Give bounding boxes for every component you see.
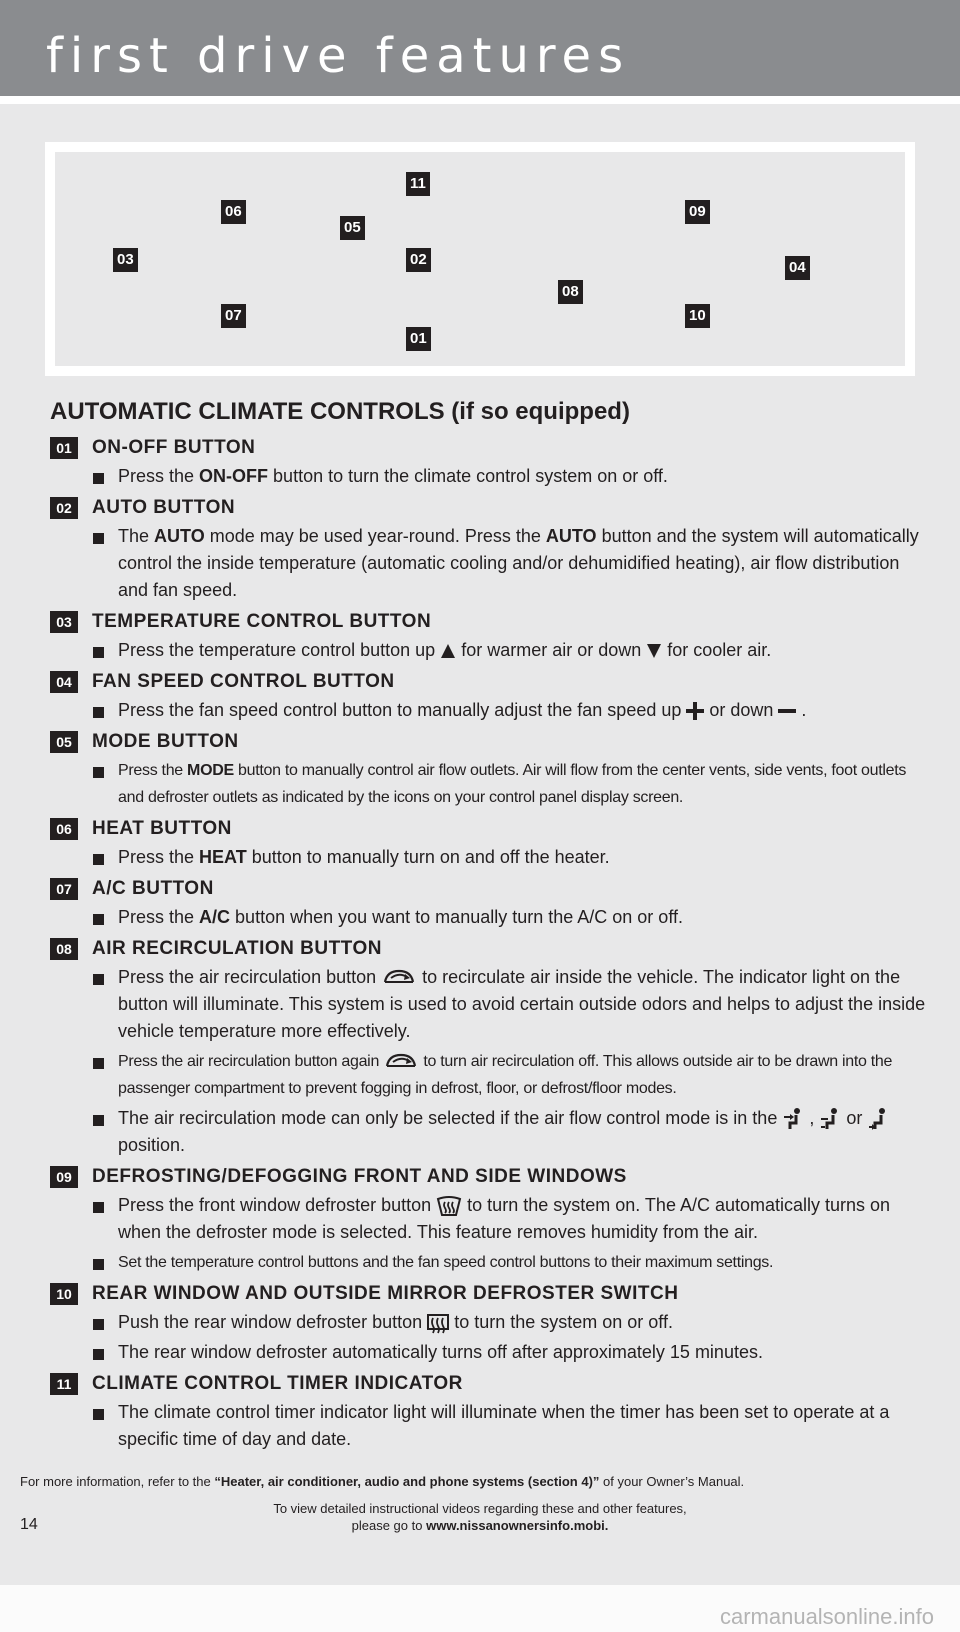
item-02 [50, 496, 930, 604]
item-title: AUTO BUTTON [92, 497, 236, 518]
bullet-square-icon [93, 707, 104, 718]
item-title: A/C BUTTON [92, 878, 214, 899]
bullet: The climate control timer indicator light will illuminate when the timer has been set to operate at a specific time of day and date. [50, 1399, 930, 1453]
callout-06: 06 [221, 200, 246, 224]
rear-defroster-icon [427, 1312, 449, 1334]
bullet: Press the front window defroster button to turn the system on. The A/C automatically turns on when the defroster mode is selected. This feature removes humidity from the air. [50, 1192, 930, 1246]
item-number: 04 [50, 671, 78, 693]
item-07 [50, 877, 930, 931]
item-number: 10 [50, 1283, 78, 1305]
bullet-square-icon [93, 533, 104, 544]
climate-controls-section [50, 398, 930, 1453]
bullet-square-icon [93, 1202, 104, 1213]
bullet-square-icon [93, 767, 104, 778]
item-number: 06 [50, 818, 78, 840]
item-number: 03 [50, 611, 78, 633]
bullet-square-icon [93, 1349, 104, 1360]
bullet: Press the ON-OFF button to turn the climate control system on or off. [50, 463, 930, 490]
recirculation-icon [381, 968, 417, 988]
callout-03: 03 [113, 248, 138, 272]
item-10 [50, 1282, 930, 1366]
item-11 [50, 1372, 930, 1453]
section-title: AUTOMATIC CLIMATE CONTROLS (if so equipped) [50, 398, 630, 425]
climate-control-diagram [45, 142, 915, 376]
item-09 [50, 1165, 930, 1276]
bullet-square-icon [93, 914, 104, 925]
item-number: 02 [50, 497, 78, 519]
bullet-square-icon [93, 974, 104, 985]
item-06 [50, 817, 930, 871]
bullet: Push the rear window defroster button to turn the system on or off. [50, 1309, 930, 1336]
bullet: The rear window defroster automatically turns off after approximately 15 minutes. [50, 1339, 930, 1366]
bullet-square-icon [93, 854, 104, 865]
callout-07: 07 [221, 304, 246, 328]
bullet: Press the air recirculation button again to turn air recirculation off. This allows outside air to be drawn into the passenger compartment to prevent fogging in defrost, floor, or defrost/floor modes. [50, 1048, 930, 1102]
callout-11: 11 [406, 172, 430, 196]
item-title: HEAT BUTTON [92, 818, 232, 839]
item-number: 05 [50, 731, 78, 753]
callout-01: 01 [406, 327, 431, 351]
bullet-square-icon [93, 647, 104, 658]
bullet-square-icon [93, 1259, 104, 1270]
bullet: Press the air recirculation button to recirculate air inside the vehicle. The indicator light on the button will illuminate. This system is used to avoid certain outside odors and helps to adjust the inside vehicle temperature more effectively. [50, 964, 930, 1045]
item-number: 07 [50, 878, 78, 900]
callout-05: 05 [340, 216, 365, 240]
plus-icon [686, 702, 704, 720]
footer-note [0, 1500, 960, 1534]
footer-line-1: To view detailed instructional videos regarding these and other features, [273, 1501, 687, 1516]
manual-reference: For more information, refer to the “Heater, air conditioner, audio and phone systems (section 4)” of your Owner’s Manual. [20, 1474, 745, 1489]
page-number: 14 [20, 1516, 38, 1533]
bullet: Press the MODE button to manually control air flow outlets. Air will flow from the center vents, side vents, foot outlets and defroster outlets as indicated by the icons on your control panel display screen. [50, 757, 930, 811]
front-defroster-icon [436, 1195, 462, 1217]
bullet-square-icon [93, 473, 104, 484]
bullet-square-icon [93, 1058, 104, 1069]
item-number: 08 [50, 938, 78, 960]
item-08 [50, 937, 930, 1159]
item-title: MODE BUTTON [92, 731, 239, 752]
footer-url-link[interactable]: www.nissanownersinfo.mobi. [426, 1518, 609, 1533]
triangle-down-icon [646, 643, 662, 659]
bullet: Press the fan speed control button to manually adjust the fan speed up or down . [50, 697, 930, 724]
recirculation-icon [383, 1052, 419, 1072]
watermark: carmanualsonline.info [719, 1604, 934, 1629]
footer-line-2: please go to www.nissanownersinfo.mobi. [351, 1518, 609, 1533]
item-title: FAN SPEED CONTROL BUTTON [92, 671, 395, 692]
item-title: TEMPERATURE CONTROL BUTTON [92, 611, 432, 632]
item-title: DEFROSTING/DEFOGGING FRONT AND SIDE WINDOWS [92, 1166, 627, 1187]
callout-04: 04 [785, 256, 810, 280]
item-number: 01 [50, 437, 78, 459]
triangle-up-icon [440, 643, 456, 659]
item-01 [50, 436, 930, 490]
bullet: The AUTO mode may be used year-round. Press the AUTO button and the system will automatically control the inside temperature (automatic cooling and/or dehumidified heating), air flow distribution and fan speed. [50, 523, 930, 604]
bullet: Press the HEAT button to manually turn on and off the heater. [50, 844, 930, 871]
bullet: Press the temperature control button up for warmer air or down for cooler air. [50, 637, 930, 664]
bullet: Press the A/C button when you want to manually turn the A/C on or off. [50, 904, 930, 931]
diagram-panel [55, 152, 905, 366]
item-title: AIR RECIRCULATION BUTTON [92, 938, 382, 959]
item-number: 11 [50, 1373, 78, 1395]
bullet-square-icon [93, 1115, 104, 1126]
page-header [0, 0, 960, 96]
bullet: The air recirculation mode can only be selected if the air flow control mode is in the , or position. [50, 1105, 930, 1159]
bullet: Set the temperature control buttons and the fan speed control buttons to their maximum settings. [50, 1249, 930, 1276]
item-05 [50, 730, 930, 811]
callout-02: 02 [406, 248, 431, 272]
item-title: REAR WINDOW AND OUTSIDE MIRROR DEFROSTER SWITCH [92, 1283, 679, 1304]
page-title: first drive features [46, 28, 631, 84]
airflow-mode-icon [782, 1107, 804, 1131]
item-title: CLIMATE CONTROL TIMER INDICATOR [92, 1373, 463, 1394]
bullet-square-icon [93, 1319, 104, 1330]
header-rule [0, 96, 960, 104]
callout-08: 08 [558, 280, 583, 304]
airflow-mode-icon [867, 1107, 889, 1131]
item-title: ON-OFF BUTTON [92, 437, 256, 458]
airflow-mode-icon [819, 1107, 841, 1131]
bullet-square-icon [93, 1409, 104, 1420]
callout-09: 09 [685, 200, 710, 224]
item-04 [50, 670, 930, 724]
item-number: 09 [50, 1166, 78, 1188]
item-03 [50, 610, 930, 664]
minus-icon [778, 702, 796, 720]
callout-10: 10 [685, 304, 710, 328]
